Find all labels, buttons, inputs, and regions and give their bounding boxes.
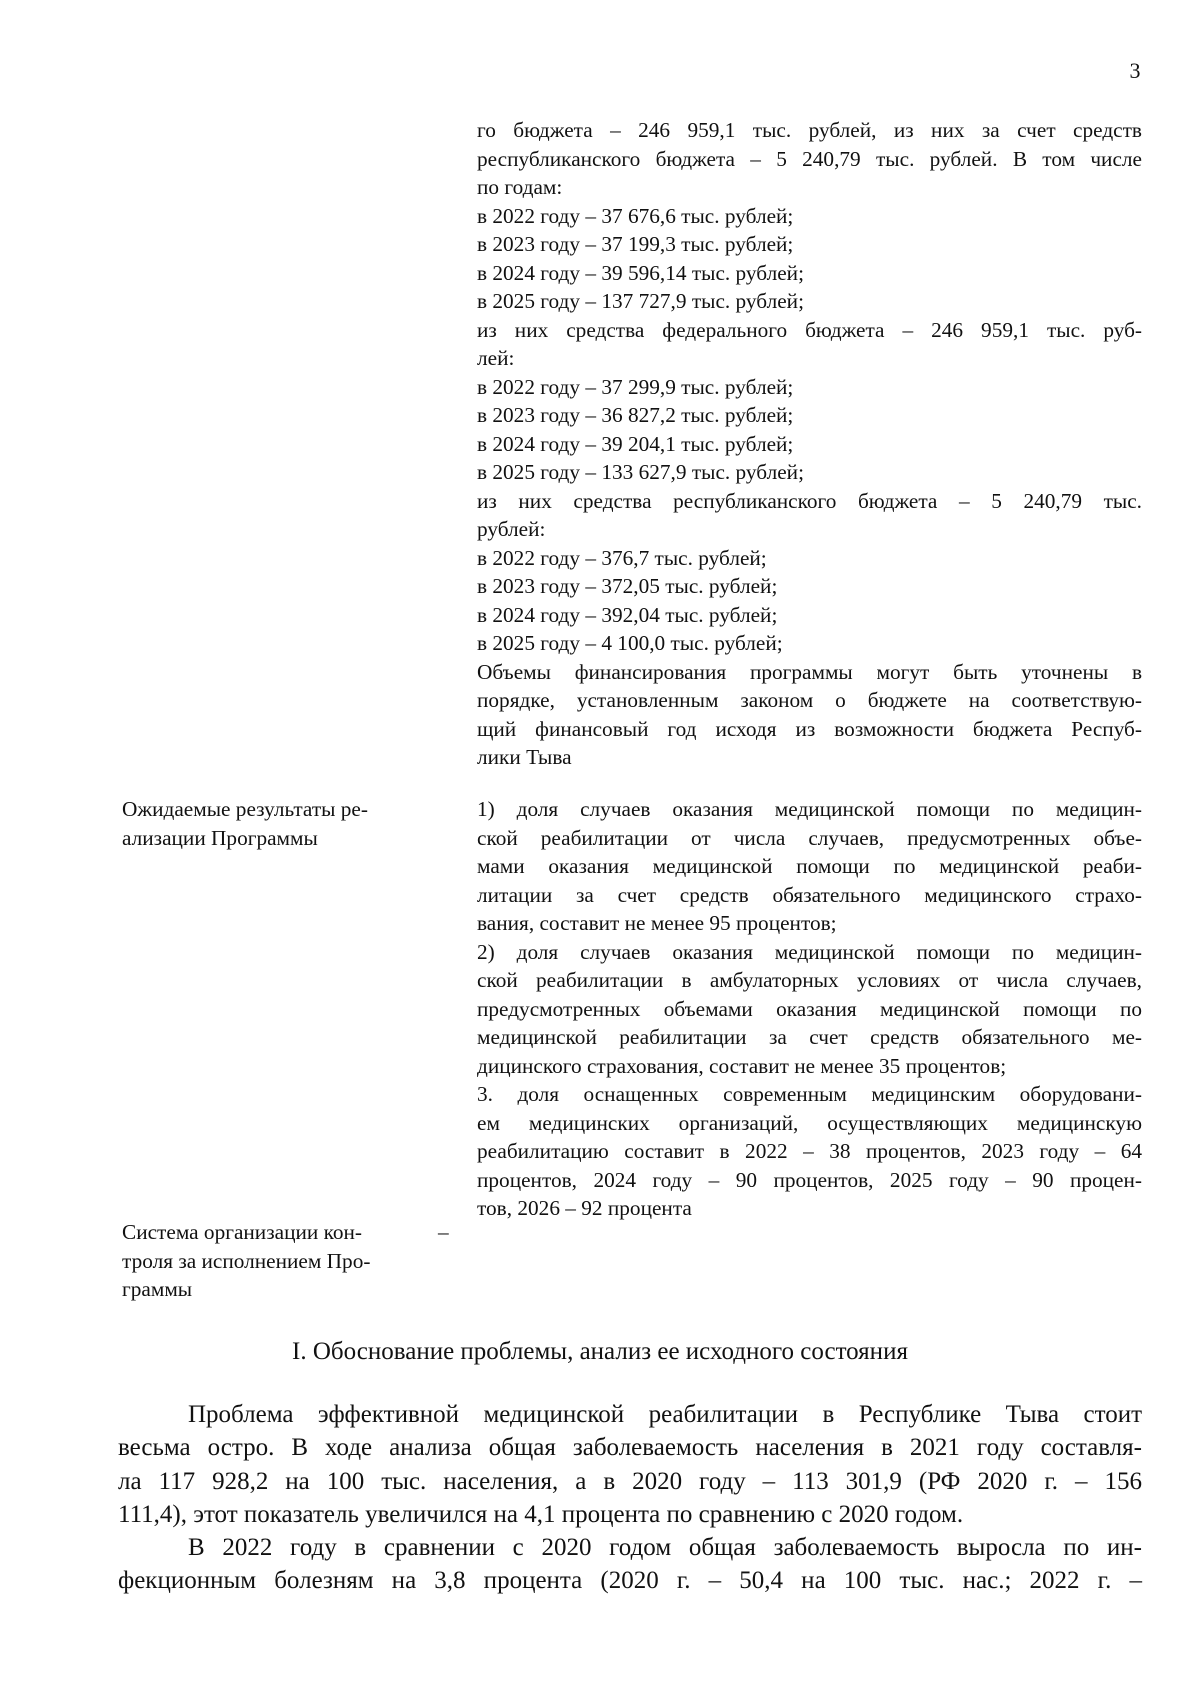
results-line: ской реабилитации от числа случаев, предусмотренных объе- xyxy=(477,825,1142,850)
results-label xyxy=(122,795,422,852)
funding-line: в 2022 году – 37 676,6 тыс. рублей; xyxy=(477,203,794,228)
results-line: дицинского страхования, составит не менее 35 процентов; xyxy=(477,1053,1007,1078)
results-line: ской реабилитации в амбулаторных условиях от числа случаев, xyxy=(477,968,1142,992)
results-label-line: Ожидаемые результаты ре- xyxy=(122,797,368,821)
funding-line: в 2025 году – 137 727,9 тыс. рублей; xyxy=(477,289,804,313)
funding-line: лики Тыва xyxy=(477,745,572,769)
body-line: Проблема эффективной медицинской реабилитации в Республике Тыва стоит xyxy=(188,1401,1142,1428)
results-line: 3. доля оснащенных современным медицинским оборудовани- xyxy=(477,1082,1142,1106)
results-line: 2) доля случаев оказания медицинской помощи по медицин- xyxy=(477,939,1142,964)
body-paragraph-1 xyxy=(118,1398,1142,1531)
funding-line: по годам: xyxy=(477,175,563,199)
results-label-line: ализации Программы xyxy=(122,825,318,850)
body-paragraph-2 xyxy=(118,1531,1142,1598)
funding-line: в 2025 году – 4 100,0 тыс. рублей; xyxy=(477,631,783,655)
funding-line: в 2022 году – 376,7 тыс. рублей; xyxy=(477,545,767,570)
results-line: литации за счет средств обязательного медицинского страхо- xyxy=(477,882,1142,907)
funding-line: республиканского бюджета – 5 240,79 тыс. рублей. В том числе xyxy=(477,146,1142,171)
control-label-line: граммы xyxy=(122,1277,193,1301)
results-line: тов, 2026 – 92 процента xyxy=(477,1196,692,1220)
results-line: медицинской реабилитации за счет средств обязательного ме- xyxy=(477,1025,1142,1049)
funding-line: в 2024 году – 39 596,14 тыс. рублей; xyxy=(477,260,804,285)
results-text xyxy=(477,795,1142,1223)
funding-line: в 2024 году – 392,04 тыс. рублей; xyxy=(477,602,778,627)
funding-line: в 2023 году – 36 827,2 тыс. рублей; xyxy=(477,403,794,427)
funding-line: из них средства республиканского бюджета – 5 240,79 тыс. xyxy=(477,488,1142,513)
results-line: процентов, 2024 году – 90 процентов, 2025 году – 90 процен- xyxy=(477,1167,1142,1192)
body-line: В 2022 году в сравнении с 2020 годом общая заболеваемость выросла по ин- xyxy=(188,1534,1142,1561)
funding-line: в 2025 году – 133 627,9 тыс. рублей; xyxy=(477,460,804,484)
funding-line: го бюджета – 246 959,1 тыс. рублей, из них за счет средств xyxy=(477,118,1142,142)
control-label xyxy=(122,1218,422,1304)
results-line: реабилитацию составит в 2022 – 38 процентов, 2023 году – 64 xyxy=(477,1139,1142,1163)
funding-line: рублей: xyxy=(477,517,546,541)
control-label-line: троля за исполнением Про- xyxy=(122,1248,371,1273)
control-label-line: Система организации кон- xyxy=(122,1220,362,1244)
results-line: предусмотренных объемами оказания медицинской помощи по xyxy=(477,996,1142,1021)
funding-line: в 2023 году – 372,05 тыс. рублей; xyxy=(477,574,778,598)
funding-line: лей: xyxy=(477,346,515,370)
funding-line: порядке, установленным законом о бюджете на соответствую- xyxy=(477,688,1142,712)
funding-line: Объемы финансирования программы могут быть уточнены в xyxy=(477,659,1142,684)
funding-line: из них средства федерального бюджета – 246 959,1 тыс. руб- xyxy=(477,317,1142,342)
results-line: 1) доля случаев оказания медицинской помощи по медицин- xyxy=(477,797,1142,821)
results-line: вания, составит не менее 95 процентов; xyxy=(477,911,837,935)
body-line: весьма остро. В ходе анализа общая заболеваемость населения в 2021 году составля- xyxy=(118,1434,1142,1462)
body-line: 111,4), этот показатель увеличился на 4,1 процента по сравнению с 2020 годом. xyxy=(118,1500,964,1528)
results-line: мами оказания медицинской помощи по медицинской реаби- xyxy=(477,854,1142,878)
control-value: – xyxy=(438,1220,449,1244)
results-line: ем медицинских организаций, осуществляющих медицинскую xyxy=(477,1110,1142,1135)
funding-line: щий финансовый год исходя из возможности бюджета Респуб- xyxy=(477,716,1142,741)
funding-line: в 2023 году – 37 199,3 тыс. рублей; xyxy=(477,232,794,256)
page-number: 3 xyxy=(1129,58,1141,83)
funding-line: в 2024 году – 39 204,1 тыс. рублей; xyxy=(477,431,794,456)
funding-line: в 2022 году – 37 299,9 тыс. рублей; xyxy=(477,374,794,399)
body-line: ла 117 928,2 на 100 тыс. населения, а в 2020 году – 113 301,9 (РФ 2020 г. – 156 xyxy=(118,1467,1142,1495)
funding-text xyxy=(477,116,1142,772)
section-heading: I. Обоснование проблемы, анализ ее исходного состояния xyxy=(292,1338,908,1365)
body-line: фекционным болезням на 3,8 процента (2020 г. – 50,4 на 100 тыс. нас.; 2022 г. – xyxy=(118,1567,1142,1595)
